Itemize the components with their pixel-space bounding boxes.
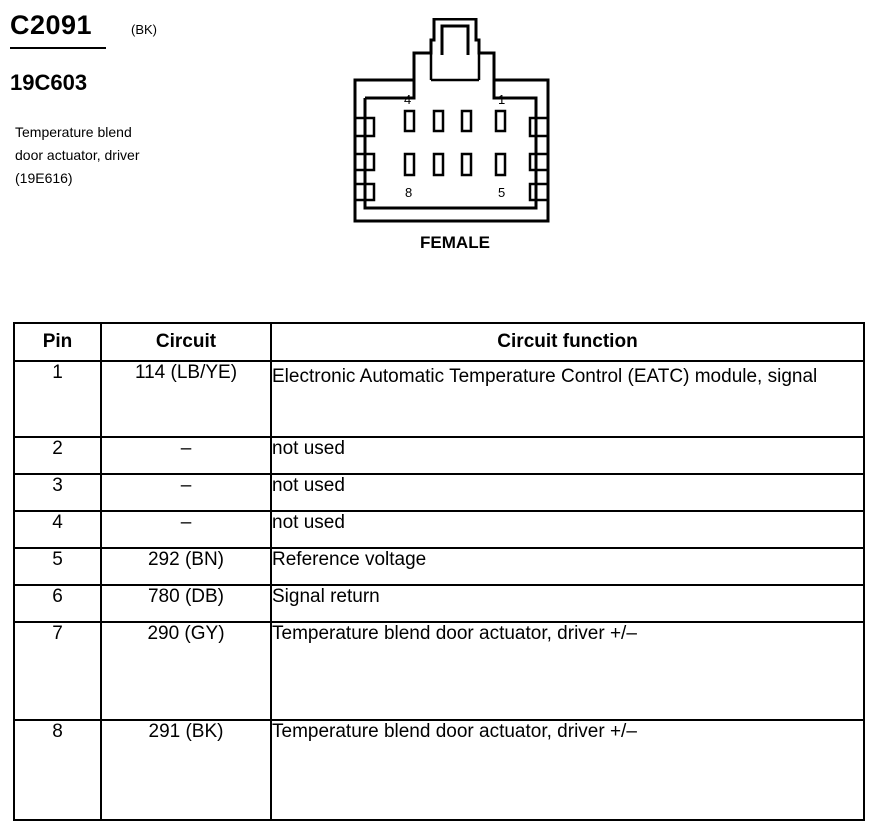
pin-label-4: 4 xyxy=(404,92,412,107)
table-row xyxy=(14,437,864,474)
function-cell: not used xyxy=(271,437,864,474)
pin-cell: 4 xyxy=(14,511,101,548)
circuit-cell: 780 (DB) xyxy=(101,585,271,622)
pin-label-5: 5 xyxy=(498,185,506,200)
function-cell: Temperature blend door actuator, driver +/– xyxy=(271,622,864,720)
column-header-pin: Pin xyxy=(14,323,101,361)
table-row xyxy=(14,585,864,622)
circuit-cell: – xyxy=(101,511,271,548)
table-header-row xyxy=(14,323,864,361)
terminal-cavity-pin-6 xyxy=(462,154,471,175)
table-row xyxy=(14,361,864,437)
terminal-cavity-pin-1 xyxy=(496,111,505,131)
pinout-table xyxy=(13,322,865,821)
terminal-cavity-pin-3 xyxy=(434,111,443,131)
latch-slot xyxy=(431,53,479,80)
connector-color: (BK) xyxy=(131,22,157,37)
connector-cavity-face xyxy=(365,80,536,208)
pin-cell: 7 xyxy=(14,622,101,720)
table-row xyxy=(14,548,864,585)
column-header-function: Circuit function xyxy=(271,323,864,361)
locking-tab xyxy=(442,26,468,55)
pin-cell: 2 xyxy=(14,437,101,474)
circuit-cell: 292 (BN) xyxy=(101,548,271,585)
table-row xyxy=(14,720,864,820)
function-cell: Signal return xyxy=(271,585,864,622)
pin-cell: 3 xyxy=(14,474,101,511)
terminal-cavity-pin-5 xyxy=(496,154,505,175)
circuit-cell: 114 (LB/YE) xyxy=(101,361,271,437)
pin-cell: 6 xyxy=(14,585,101,622)
column-header-circuit: Circuit xyxy=(101,323,271,361)
terminal-cavity-pin-2 xyxy=(462,111,471,131)
terminal-cavities xyxy=(405,111,505,175)
connector-gender-label: FEMALE xyxy=(420,233,490,252)
pin-label-1: 1 xyxy=(498,92,506,107)
function-cell: Electronic Automatic Temperature Control (EATC) module, signal xyxy=(271,361,864,437)
pin-label-8: 8 xyxy=(405,185,413,200)
description-line-3: (19E616) xyxy=(15,170,73,186)
function-cell: not used xyxy=(271,474,864,511)
function-cell: Temperature blend door actuator, driver +/– xyxy=(271,720,864,820)
table-row xyxy=(14,474,864,511)
pin-cell: 5 xyxy=(14,548,101,585)
part-number: 19C603 xyxy=(10,70,88,95)
pin-cell: 1 xyxy=(14,361,101,437)
connector-id: C2091 xyxy=(10,10,93,40)
table-row xyxy=(14,511,864,548)
circuit-cell: 291 (BK) xyxy=(101,720,271,820)
side-notches xyxy=(355,118,548,200)
function-cell: not used xyxy=(271,511,864,548)
circuit-cell: 290 (GY) xyxy=(101,622,271,720)
table-row xyxy=(14,622,864,720)
circuit-cell: – xyxy=(101,437,271,474)
description-line-2: door actuator, driver xyxy=(15,147,140,163)
function-cell: Reference voltage xyxy=(271,548,864,585)
connector-housing-outline xyxy=(355,19,548,221)
circuit-cell: – xyxy=(101,474,271,511)
connector-id-underline xyxy=(10,47,106,49)
terminal-cavity-pin-8 xyxy=(405,154,414,175)
terminal-cavity-pin-4 xyxy=(405,111,414,131)
terminal-cavity-pin-7 xyxy=(434,154,443,175)
description-line-1: Temperature blend xyxy=(15,124,132,140)
connector-face-diagram xyxy=(350,18,550,223)
pin-cell: 8 xyxy=(14,720,101,820)
